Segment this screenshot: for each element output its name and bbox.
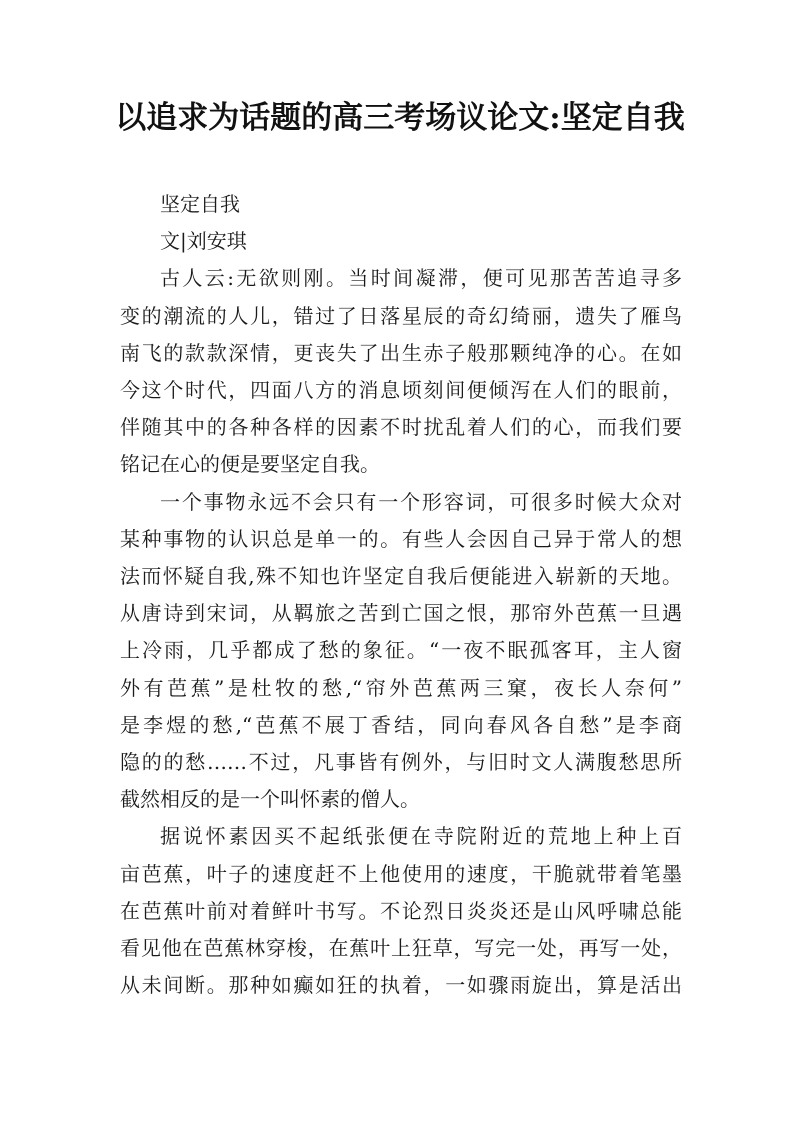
paragraph-line: 某种事物的认识总是单一的。有些人会因自己异于常人的想: [120, 526, 682, 551]
author-line: 文|刘安琪: [160, 229, 247, 254]
paragraph-line: 隐的的愁……不过，凡事皆有例外，与旧时文人满腹愁思所: [120, 750, 682, 775]
paragraph-3: [120, 818, 682, 1004]
paragraph-line: 亩芭蕉，叶子的速度赶不上他使用的速度，干脆就带着笔墨: [120, 861, 682, 886]
document-title: 以追求为话题的高三考场议论文:坚定自我: [115, 100, 685, 136]
paragraph-line: 南飞的款款深情，更丧失了出生赤子般那颗纯净的心。在如: [120, 340, 682, 365]
paragraph-line: 看见他在芭蕉林穿梭，在蕉叶上狂草，写完一处，再写一处，: [120, 936, 682, 961]
document-body: [120, 186, 682, 1004]
paragraph-line: 一个事物永远不会只有一个形容词，可很多时候大众对: [160, 489, 682, 514]
paragraph-1: [120, 260, 682, 483]
paragraph-line: 外有芭蕉”是杜牧的愁,“帘外芭蕉两三窠，夜长人奈何”: [120, 675, 682, 700]
paragraph-line: 从唐诗到宋词，从羁旅之苦到亡国之恨，那帘外芭蕉一旦遇: [120, 601, 682, 626]
paragraph-line: 据说怀素因买不起纸张便在寺院附近的荒地上种上百: [160, 824, 682, 849]
essay-subtitle: 坚定自我: [160, 192, 240, 216]
paragraph-line: 是李煜的愁,“芭蕉不展丁香结，同向春风各自愁”是李商: [120, 712, 682, 737]
paragraph-2: [120, 484, 682, 819]
paragraph-line: 上冷雨，几乎都成了愁的象征。“一夜不眠孤客耳，主人窗: [120, 638, 682, 663]
paragraph-line: 伴随其中的各种各样的因素不时扰乱着人们的心，而我们要: [120, 415, 682, 440]
paragraph-line: 古人云:无欲则刚。当时间凝滞，便可见那苦苦追寻多: [160, 266, 682, 291]
paragraph-line: 法而怀疑自我,殊不知也许坚定自我后便能进入崭新的天地。: [120, 564, 682, 589]
paragraph-line: 从未间断。那种如癫如狂的执着，一如骤雨旋出，算是活出: [120, 973, 682, 998]
paragraph-line: 铭记在心的便是要坚定自我。: [120, 452, 380, 477]
paragraph-line: 在芭蕉叶前对着鲜叶书写。不论烈日炎炎还是山风呼啸总能: [120, 898, 682, 923]
paragraph-line: 今这个时代，四面八方的消息顷刻间便倾泻在人们的眼前，: [120, 378, 682, 403]
paragraph-line: 截然相反的是一个叫怀素的僧人。: [120, 787, 420, 812]
paragraph-line: 变的潮流的人儿，错过了日落星辰的奇幻绮丽，遗失了雁鸟: [120, 303, 682, 328]
